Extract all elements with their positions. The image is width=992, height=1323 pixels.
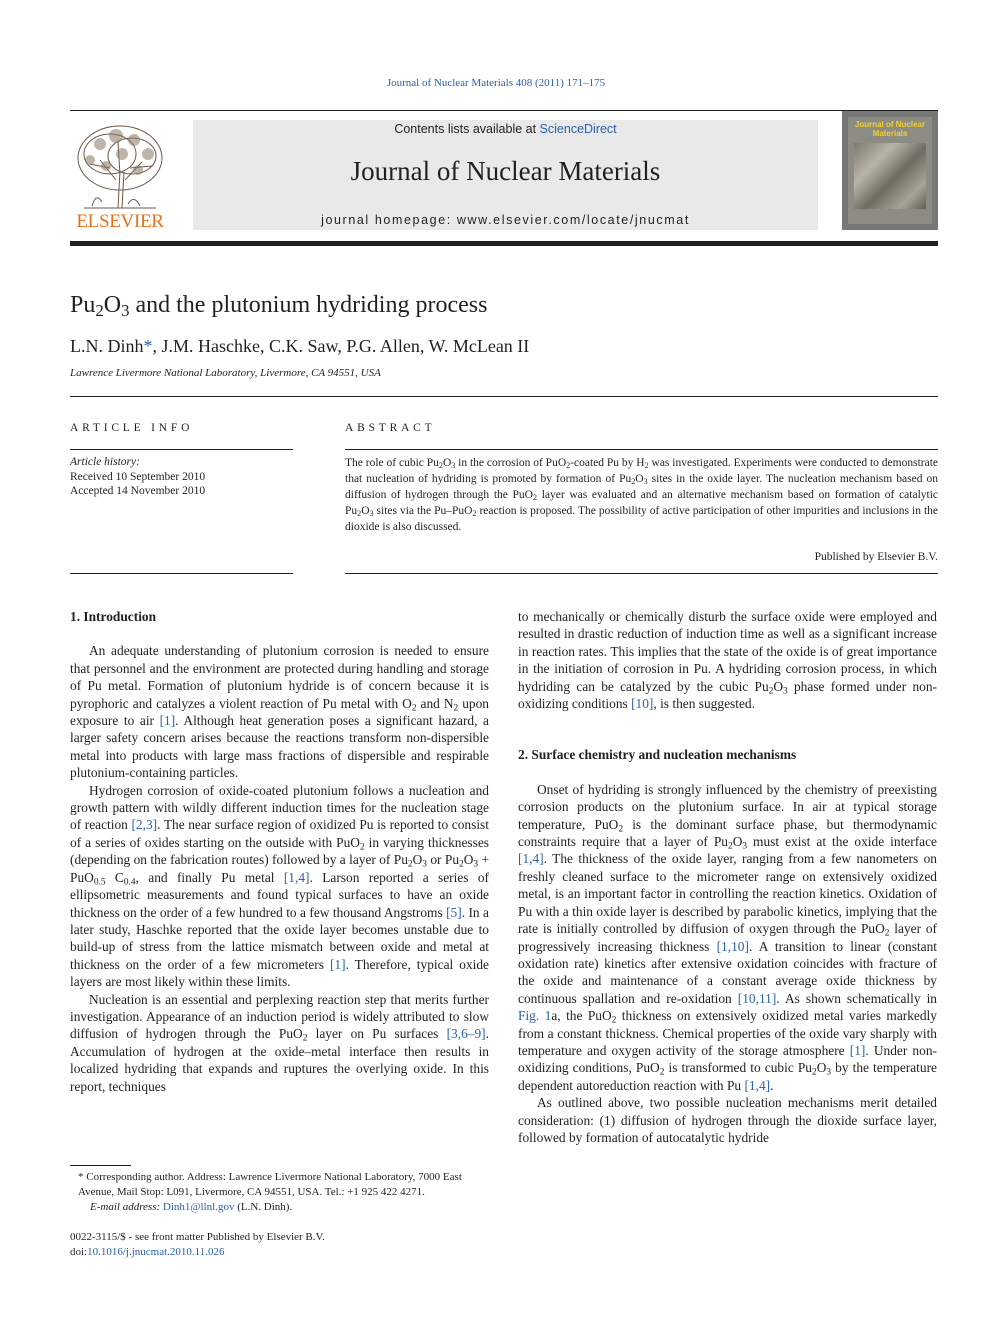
elsevier-wordmark: ELSEVIER <box>76 211 164 232</box>
abstract-text: The role of cubic $Pu_2O_3$ in the corrosion of PuO$_2$-coated Pu by $H_2$ was investigated. Experiments were conducted to demonstrate that nucleation of hydriding is promoted by formation of $Pu_2O_3$ sites in the oxide layer. The nucleation mechanism based on diffusion of hydrogen through the PuO$_2$ layer was evaluated and an alternative mechanism based on formation of catalytic $Pu_2O_3$ sites via the Pu–PuO$_2$ reaction is proposed. The possibility of active participation of other impurities and inclusions in the dioxide is also discussed. <box>345 457 939 533</box>
paragraph: Onset of hydriding is strongly influenced by the chemistry of preexisting corrosion products on the plutonium surface. In air at typical storage temperature, PuO$_2$ is the dominant surface phase, but thermodynamic constraints require that a layer of $Pu_2O_3$ must exist at the oxide interface [1,4]. The thickness of the oxide layer, ranging from a few nanometers on freshly cleaned surface to the micrometer range on extensively oxidized metal, is an important factor in controlling the reaction kinetics. Oxidation of Pu with a thin oxide layer is described by parabolic kinetics, implying that the rate is initially controlled by diffusion of oxygen through the PuO$_2$ layer of progressively increasing thickness [1,10]. A transition to linear (constant oxidation rate) kinetics after extensive oxidation coincides with fracture of the oxide and maintenance of a constant average oxide thickness by continuous spallation and re-oxidation [10,11]. As shown schematically in Fig. 1a, the PuO$_2$ thickness on extensively oxidized metal varies markedly from a constant thickness. Chemical properties of the oxide vary sharply with temperature and oxygen activity of the storage atmosphere [1]. Under non-oxidizing conditions, PuO$_2$ is transformed to cubic $Pu_2O_3$ by the temperature dependent autoreduction reaction with Pu [1,4]. <box>518 781 937 1093</box>
footnote <box>70 1170 489 1215</box>
paragraph: Hydrogen corrosion of oxide-coated plutonium follows a nucleation and growth pattern with wildly different induction times for the nucleation stage of reaction [2,3]. The near surface region of oxidized Pu is reported to consist of a series of oxides starting on the outside with PuO$_2$ in varying thicknesses (depending on the fabrication routes) followed by a layer of $Pu_2O_3$ or $Pu_2O_3 + PuO_{0.5}$ $C_{0.4}$, and finally Pu metal [1,4]. Larson reported a series of ellipsometric measurements and found typical surfaces to have an oxide thickness on the order of a few hundred to a few thousand Angstroms [5]. In a later study, Haschke reported that the oxide layer becomes unstable due to build-up of stress from the lattice mismatch between oxide and metal at thickness on the order of a few micrometers [1]. Therefore, typical oxide layers are most likely within these limits. <box>70 782 490 990</box>
paragraph: Nucleation is an essential and perplexing reaction step that merits further investigation. Appearance of an induction period is widely attributed to slow diffusion of hydrogen through the PuO$_2$ layer on Pu surfaces [3,6–9]. Accumulation of hydrogen at the oxide–metal interface then results in localized hydriding that expands and ruptures the overlying oxide. In this report, techniques <box>70 991 490 1094</box>
article-title: $Pu_2O_3$ and the plutonium hydriding process <box>70 292 488 321</box>
figure-link[interactable]: Fig. 1 <box>518 1008 552 1024</box>
citation-link[interactable]: [10,11] <box>737 990 777 1006</box>
published-by: Published by Elsevier B.V. <box>814 551 938 563</box>
footnote-rule <box>70 1165 131 1166</box>
body-column-left <box>70 608 489 1095</box>
author-list: L.N. Dinh*, J.M. Haschke, C.K. Saw, P.G. Allen, W. McLean II <box>70 336 530 356</box>
citation-link[interactable]: [1] <box>329 956 346 972</box>
journal-citation[interactable]: Journal of Nuclear Materials 408 (2011) 171–175 <box>386 77 606 89</box>
doi-line: doi:10.1016/j.jnucmat.2010.11.026 <box>70 1245 225 1258</box>
paragraph: to mechanically or chemically disturb the surface oxide were employed and resulted in drastic reduction of induction time as well as a significant increase in reaction rates. This implies that the state of the oxide is of great importance in the initiation of corrosion in Pu. A hydriding corrosion process, in which hydriding can be catalyzed by the cubic $Pu_2O_3$ phase formed under non-oxidizing conditions [10], is then suggested. <box>518 609 937 712</box>
masthead <box>193 120 818 230</box>
section-heading-surface-chemistry: 2. Surface chemistry and nucleation mechanisms <box>518 747 797 763</box>
email-line: E-mail address: Dinh1@llnl.gov (L.N. Dinh). <box>90 1201 293 1213</box>
divider <box>345 449 938 450</box>
article-info-heading: ARTICLE INFO <box>70 422 194 434</box>
paragraph: As outlined above, two possible nucleation mechanisms merit detailed consideration: (1) diffusion of hydrogen through the dioxide surface layer, followed by formation of autocatalytic hydride <box>518 1095 937 1145</box>
citation-link[interactable]: [1] <box>159 713 176 729</box>
corresponding-author-note: * Corresponding author. Address: Lawrence Livermore National Laboratory, 7000 East Avenue, Mail Stop: L091, Livermore, CA 94551, USA. Tel.: +1 925 422 4271. <box>78 1171 462 1198</box>
article-history: Article history: Received 10 September 2010 Accepted 14 November 2010 <box>70 456 206 497</box>
journal-title: Journal of Nuclear Materials <box>350 156 661 186</box>
citation-link[interactable]: [1,4] <box>283 869 310 885</box>
issn-line: 0022-3115/$ - see front matter Published by Elsevier B.V. <box>70 1231 325 1243</box>
header-rule <box>70 241 938 246</box>
citation-link[interactable]: [2,3] <box>131 817 158 833</box>
citation-link[interactable]: [3,6–9] <box>446 1026 486 1042</box>
divider <box>345 573 938 574</box>
contents-line: Contents lists available at ScienceDirect <box>394 122 617 136</box>
journal-homepage[interactable]: journal homepage: www.elsevier.com/locate/jnucmat <box>321 213 690 227</box>
citation-link[interactable]: [5] <box>446 904 462 920</box>
affiliation: Lawrence Livermore National Laboratory, Livermore, CA 94551, USA <box>70 367 381 379</box>
cover-photo <box>854 143 926 209</box>
cover-title: Journal of Nuclear Materials <box>854 120 926 138</box>
citation-link[interactable]: [1,4] <box>744 1077 771 1093</box>
issn-doi-block <box>70 1230 325 1259</box>
accepted-date: Accepted 14 November 2010 <box>70 485 206 497</box>
received-date: Received 10 September 2010 <box>70 470 206 483</box>
email-link[interactable]: Dinh1@llnl.gov <box>162 1201 235 1213</box>
divider <box>70 573 293 574</box>
corresponding-author-mark[interactable]: * <box>143 336 153 356</box>
doi-link[interactable]: 10.1016/j.jnucmat.2010.11.026 <box>87 1245 225 1258</box>
citation-link[interactable]: [1,10] <box>716 938 749 954</box>
sciencedirect-link[interactable]: ScienceDirect <box>539 122 617 136</box>
abstract-heading: ABSTRACT <box>345 422 436 434</box>
paragraph: An adequate understanding of plutonium corrosion is needed to ensure that personnel and the environment are protected during handling and storage of Pu metal. Formation of plutonium hydride is of concern because it is pyrophoric and catalyzes a violent reaction of Pu metal with $O_2$ and $N_2$ upon exposure to air [1]. Although heat generation poses a significant hazard, a larger safety concern arises because the reactions transform non-dispersible metal into products with large mass fractions of dispersible and respirable plutonium-containing particles. <box>70 643 489 781</box>
divider <box>70 396 938 397</box>
citation-link[interactable]: [10] <box>631 696 654 712</box>
divider <box>70 449 293 450</box>
journal-cover-image <box>842 111 938 230</box>
body-column-right <box>518 608 937 1146</box>
citation-link[interactable]: [1,4] <box>518 851 544 867</box>
citation-link[interactable]: [1] <box>849 1042 866 1058</box>
section-heading-introduction: 1. Introduction <box>70 609 157 624</box>
top-rule <box>70 110 938 111</box>
